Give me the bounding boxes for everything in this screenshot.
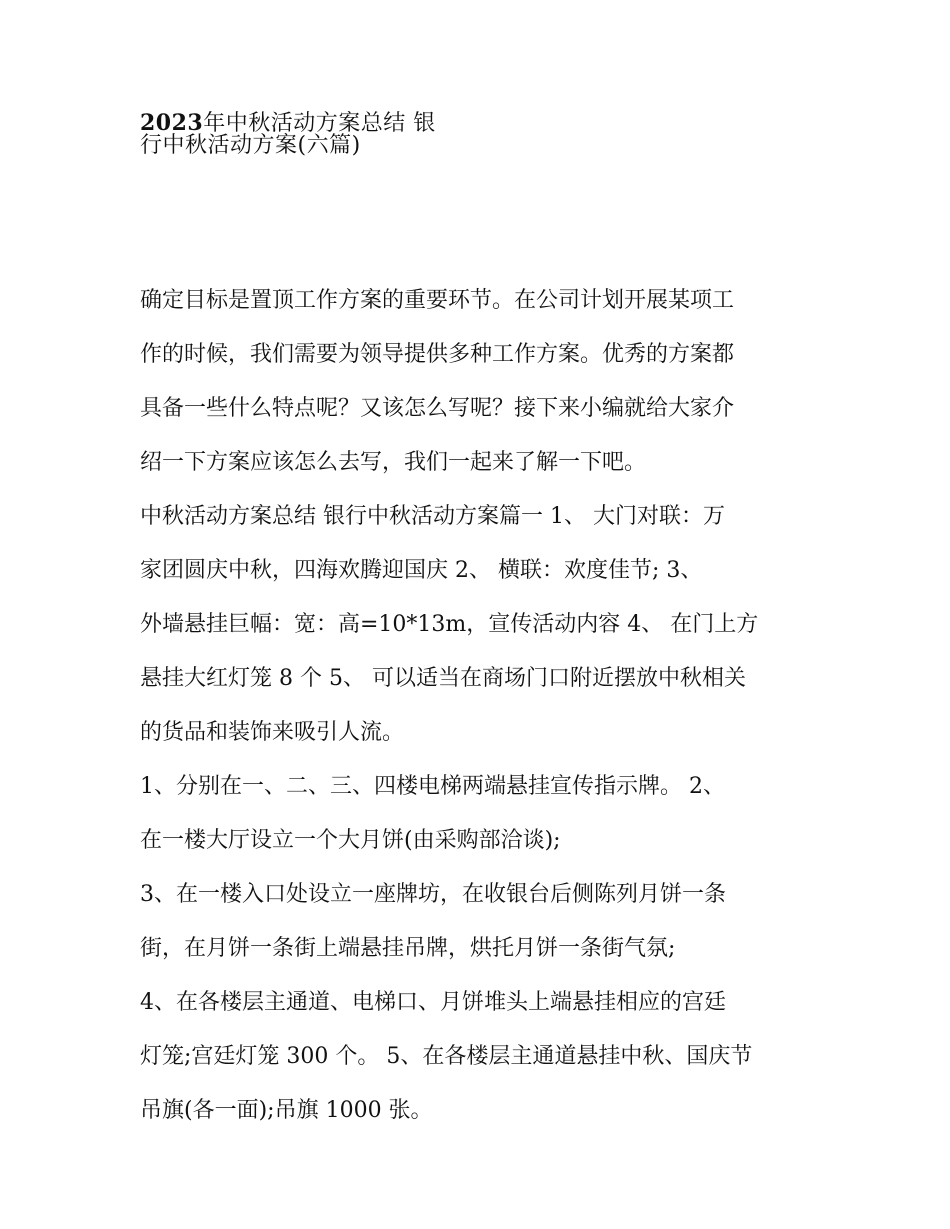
body-line: 3、在一楼入口处设立一座牌坊，在收银台后侧陈列月饼一条	[140, 882, 726, 907]
body-line: 具备一些什么特点呢？又该怎么写呢？接下来小编就给大家介	[140, 396, 735, 421]
title-line-1	[140, 112, 820, 135]
body-line: 的货品和装饰来吸引人流。	[140, 720, 405, 745]
body-line: 在一楼大厅设立一个大月饼(由采购部洽谈);	[140, 828, 561, 853]
title-line-2: 行中秋活动方案(六篇)	[140, 133, 361, 158]
body-line: 悬挂大红灯笼 8 个 5、 可以适当在商场门口附近摆放中秋相关	[140, 666, 746, 691]
body-line: 中秋活动方案总结 银行中秋活动方案篇一 1、 大门对联：万	[140, 504, 725, 529]
body-line: 灯笼;宫廷灯笼 300 个。 5、在各楼层主通道悬挂中秋、国庆节	[140, 1044, 753, 1069]
body-line: 1、分别在一、二、三、四楼电梯两端悬挂宣传指示牌。 2、	[140, 774, 725, 799]
body-line: 吊旗(各一面);吊旗 1000 张。	[140, 1098, 433, 1123]
title-year: 2023	[140, 110, 204, 136]
body-line: 家团圆庆中秋，四海欢腾迎国庆 2、 横联：欢度佳节; 3、	[140, 558, 703, 583]
body-line: 作的时候，我们需要为领导提供多种工作方案。优秀的方案都	[140, 342, 735, 367]
body-line: 街，在月饼一条街上端悬挂吊牌，烘托月饼一条街气氛;	[140, 936, 676, 961]
body-line: 4、在各楼层主通道、电梯口、月饼堆头上端悬挂相应的宫廷	[140, 990, 726, 1015]
document-title	[140, 112, 820, 157]
body-line: 确定目标是置顶工作方案的重要环节。在公司计划开展某项工	[140, 288, 735, 313]
body-line: 外墙悬挂巨幅：宽：高=10*13m，宣传活动内容 4、 在门上方	[140, 612, 759, 637]
body-line: 绍一下方案应该怎么去写，我们一起来了解一下吧。	[140, 450, 647, 475]
title-line-1-text: 年中秋活动方案总结 银	[203, 111, 436, 136]
